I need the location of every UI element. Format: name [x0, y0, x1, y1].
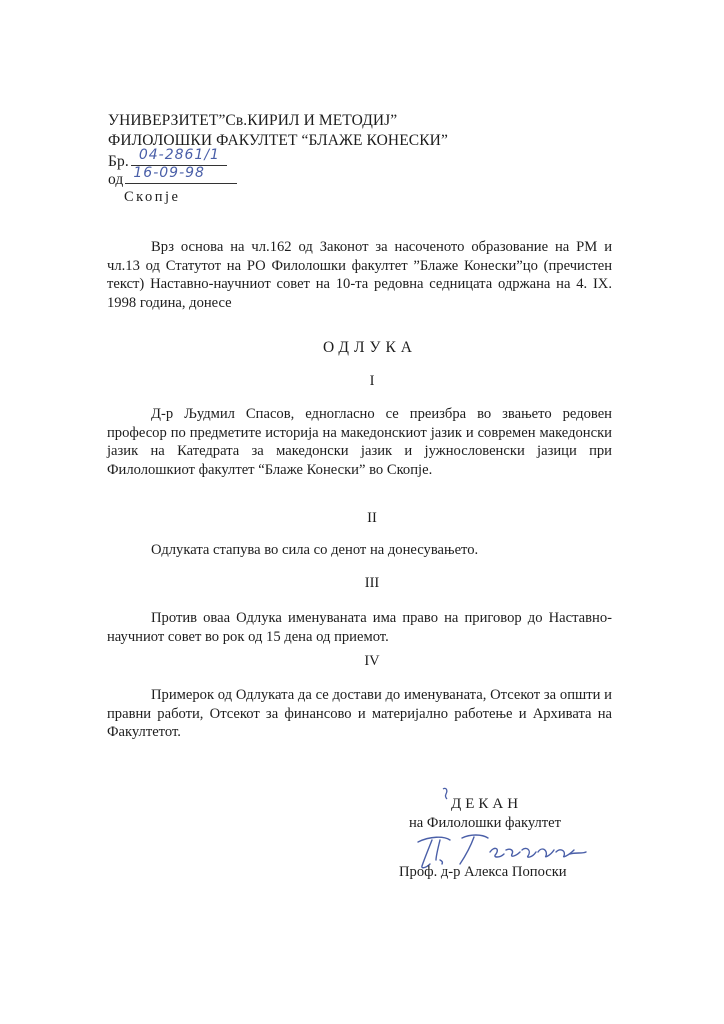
number-label: Бр.	[108, 153, 129, 170]
handwritten-date: 16-09-98	[133, 165, 205, 181]
dean-title: ДЕКАН	[451, 796, 523, 812]
city: Скопје	[124, 189, 181, 205]
section-numeral-1: I	[369, 373, 375, 389]
section-text-1: Д-р Људмил Спасов, едногласно се преизбра во звањето редовен професор по предметите историја на македонскиот јазик и современ македонски јазик на Катедрата за македонски јазик и јужнословенски јазици при Филолошкиот факултет “Блаже Конески” во Скопје.	[107, 406, 612, 478]
date-field	[125, 165, 237, 184]
section-numeral-2: II	[367, 510, 377, 526]
faculty-name: ФИЛОЛОШКИ ФАКУЛТЕТ “БЛАЖЕ КОНЕСКИ”	[108, 132, 448, 149]
section-numeral-4: IV	[364, 653, 380, 669]
handwritten-number: 04-2861/1	[138, 147, 220, 163]
section-text-4: Примерок од Одлуката да се достави до именуваната, Отсекот за општи и правни работи, Отсекот за финансово и материјално работење и Архивата на Факултетот.	[107, 687, 612, 740]
intro-paragraph: Врз основа на чл.162 од Законот за насоченото образование на РМ и чл.13 од Статутот на РО Филолошки факултет ”Блаже Конески”цо (пречистен текст) Наставно-научниот совет на 10-та редовна седницата одржана на 4. IX. 1998 година, донесе	[107, 239, 612, 311]
dean-name: Проф. д-р Алекса Попоски	[399, 864, 567, 880]
document-title: ОДЛУКА	[322, 339, 417, 356]
section-numeral-3: III	[364, 575, 380, 591]
date-label: од	[108, 171, 124, 188]
university-name: УНИВЕРЗИТЕТ”Св.КИРИЛ И МЕТОДИЈ”	[108, 112, 398, 129]
dean-faculty: на Филолошки факултет	[409, 815, 562, 831]
section-text-2: Одлуката стапува во сила со денот на донесувањето.	[151, 542, 479, 558]
section-text-3: Против оваа Одлука именуваната има право на приговор до Наставно-научниот совет во рок од 15 дена од приемот.	[107, 610, 612, 645]
